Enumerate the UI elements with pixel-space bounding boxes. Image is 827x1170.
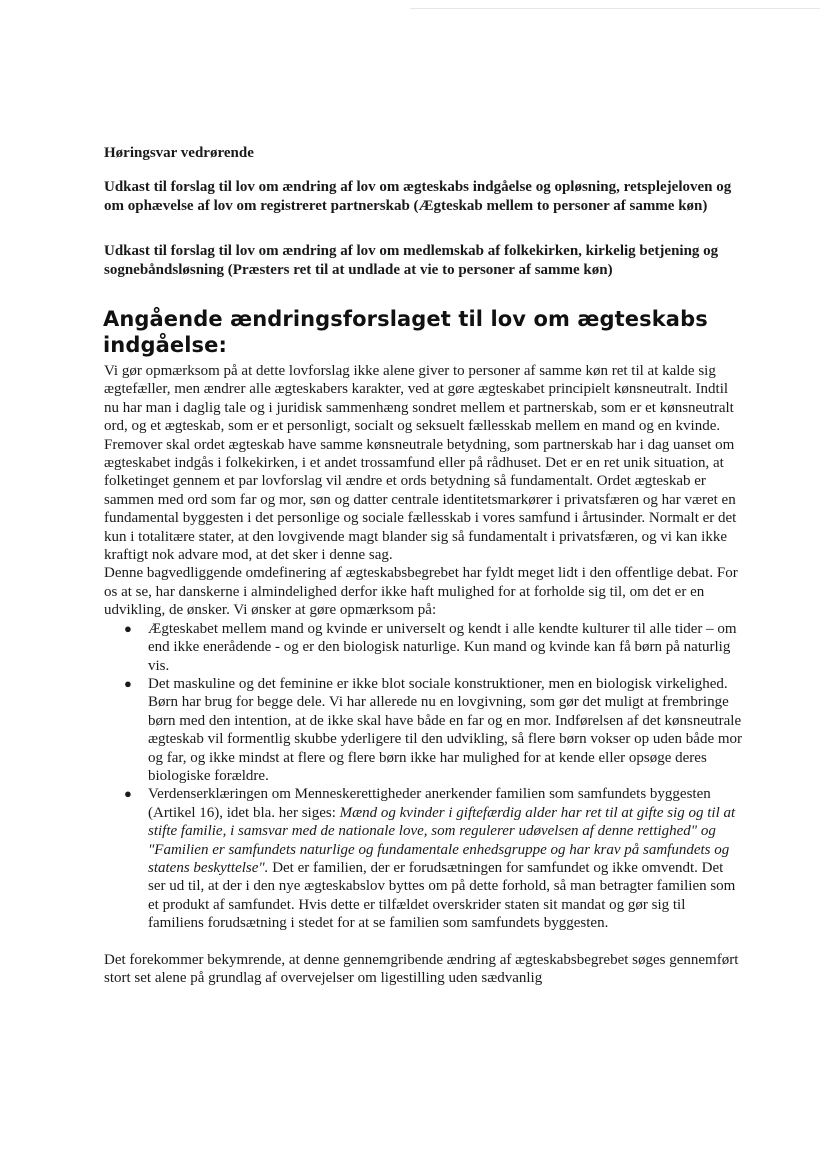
- list-item-text: Verdenserklæringen om Menneskerettigheder anerkender familien som samfundets byggesten (Artikel 16), idet bla. her siges:: [148, 786, 711, 821]
- section-heading: Angående ændringsforslaget til lov om ægteskabs indgåelse:: [103, 307, 708, 357]
- document-page: [104, 144, 744, 987]
- concern-list: [104, 620, 744, 933]
- scan-edge-line: [410, 8, 820, 9]
- list-item: [104, 675, 744, 785]
- paragraph-closing: Det forekommer bekymrende, at denne gennemgribende ændring af ægteskabsbegrebet søges gennemført stort set alene på grundlag af overvejelser om ligestilling uden sædvanlig: [104, 951, 739, 986]
- list-item-text: Ægteskabet mellem mand og kvinde er universelt og kendt i alle kendte kulturer til alle tider – om end ikke enerådende - og er den biologisk naturlige. Kun mand og kvinde kan få børn på naturlig vis.: [148, 620, 737, 674]
- subject-church-law: Udkast til forslag til lov om ændring af lov om medlemskab af folkekirken, kirkelig betjening og sognebåndsløsning (Præsters ret til at undlade at vie to personer af samme køn): [104, 243, 719, 278]
- bullet-icon: ●: [124, 675, 132, 691]
- list-item-text: Det maskuline og det feminine er ikke blot sociale konstruktioner, men en biologisk virkelighed. Børn har brug for begge dele. Vi har allerede nu en lovgivning, som gør det muligt at frembringe børn med den intention, at de ikke skal have både en far og en mor. Indførelsen af det kønsneutrale ægteskab vil formentlig skubbe yderligere til den udvikling, så flere børn vokser op uden både mor og far, og ikke mindst at flere og flere børn ikke har mulighed for at kende eller opsøge deres biologiske forældre.: [148, 675, 743, 784]
- paragraph-intro: Vi gør opmærksom på at dette lovforslag ikke alene giver to personer af samme køn ret til at kalde sig ægtefæller, men ændrer alle ægteskabers karakter, ved at gøre ægteskabet principielt kønsneutralt. Indtil nu har man i daglig tale og i juridisk sammenhæng sondret mellem et partnerskab, som er et kønsneutralt ord, og et ægteskab, som er et personligt, socialt og seksuelt fællesskab mellem en mand og en kvinde. Fremover skal ordet ægteskab have samme kønsneutrale betydning, som partnerskab har i dag uanset om ægteskabet indgås i folkekirken, i et andet trossamfund eller på rådhuset. Det er en ret unik situation, at folketinget gennem et par lovforslag vil ændre et ords betydning så fundamentalt. Ordet ægteskab er sammen med ord som far og mor, søn og datter centrale identitetsmarkører i privatsfæren og har været en fundamental byggesten i det personlige og sociale fællesskab i vores samfund i årtusinder. Normalt er det kun i totalitære stater, at den lovgivende magt blander sig så fundamentalt i privatsfæren, og vi kan ikke kraftigt nok advare mod, at det sker i denne sag.: [104, 363, 737, 564]
- list-item: [104, 620, 744, 675]
- quote-text: Mænd og kvinder i giftefærdig alder har ret til at gifte sig og til at stifte familie, i samsvar med de nationale love, som regulerer udøvelsen af denne rettighed" og "Familien er samfundets naturlige og fundamentale enhedsgruppe og har krav på samfundets og statens beskyttelse".: [148, 804, 736, 876]
- paragraph-debate: Denne bagvedliggende omdefinering af ægteskabsbegrebet har fyldt meget lidt i den offentlige debat. For os at se, har danskerne i almindelighed derfor ikke haft mulighed for at forholde sig til, om det er en udvikling, de ønsker. Vi ønsker at gøre opmærksom på:: [104, 565, 738, 619]
- header-label: Høringsvar vedrørende: [104, 145, 254, 161]
- subject-marriage-law: Udkast til forslag til lov om ændring af lov om ægteskabs indgåelse og opløsning, retsplejeloven og om ophævelse af lov om registreret partnerskab (Ægteskab mellem to personer af samme køn): [104, 179, 732, 214]
- list-item-text-end: Det er familien, der er forudsætningen for samfundet og ikke omvendt. Det ser ud til, at der i den nye ægteskabslov byttes om på dette forhold, så man betragter familien som et produkt af samfundet. Hvis dette er tilfældet overskrider staten sit mandat og gør sig til familiens forudsætning i stedet for at se familien som samfundets byggesten.: [148, 859, 736, 932]
- list-item: [104, 785, 744, 932]
- bullet-icon: ●: [124, 786, 132, 802]
- bullet-icon: ●: [124, 620, 132, 636]
